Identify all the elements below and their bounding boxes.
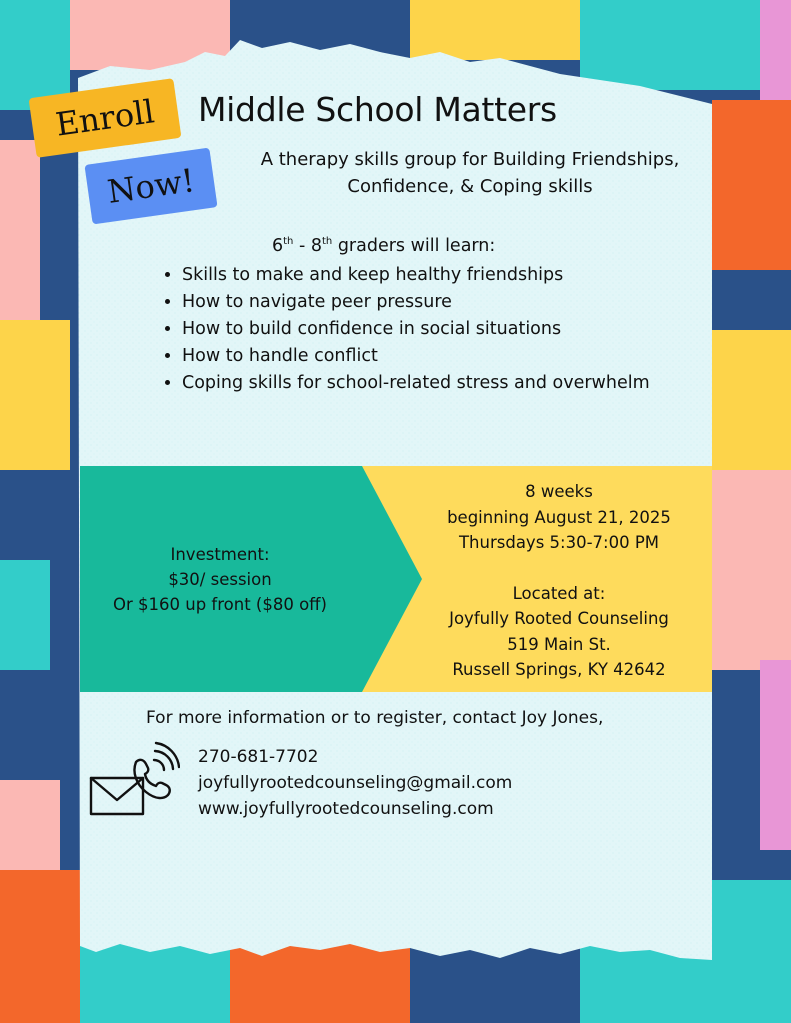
learn-heading <box>272 236 495 256</box>
subtitle: A therapy skills group for Building Friendships, Confidence, & Coping skills <box>260 149 680 197</box>
now-text: Now! <box>105 161 197 211</box>
enroll-text: Enroll <box>53 92 157 144</box>
investment-block <box>100 542 340 617</box>
contact-email[interactable]: joyfullyrootedcounseling@gmail.com <box>198 773 513 793</box>
grade-end-suffix: th <box>322 236 333 248</box>
investment-upfront: Or $160 up front ($80 off) <box>112 595 327 614</box>
grade-end: 8 <box>310 236 322 256</box>
location-label: Located at: <box>512 583 606 603</box>
schedule-time: Thursdays 5:30-7:00 PM <box>458 533 660 552</box>
list-item: • How to handle conflict <box>182 343 652 370</box>
list-item: • How to navigate peer pressure <box>182 289 652 316</box>
learn-heading-tail: graders will learn: <box>332 236 496 256</box>
list-item: • How to build confidence in social situations <box>182 316 652 343</box>
schedule-start: beginning August 21, 2025 <box>447 507 671 527</box>
investment-per-session: $30/ session <box>168 570 272 589</box>
grade-start: 6 <box>272 236 284 256</box>
investment-label: Investment: <box>170 545 270 564</box>
grade-separator: - <box>293 236 311 256</box>
location-venue: Joyfully Rooted Counseling <box>449 609 669 628</box>
schedule-block <box>428 479 690 683</box>
contact-phone[interactable]: 270-681-7702 <box>198 747 319 767</box>
page-title: Middle School Matters <box>198 90 557 129</box>
grade-start-suffix: th <box>283 236 294 248</box>
schedule-duration: 8 weeks <box>525 482 593 501</box>
list-item: • Skills to make and keep healthy friendships <box>182 262 652 289</box>
contact-intro: For more information or to register, contact Joy Jones, <box>146 708 604 728</box>
skills-list <box>160 262 652 397</box>
location-street: 519 Main St. <box>507 634 611 654</box>
list-item: • Coping skills for school-related stress and overwhelm <box>182 370 652 397</box>
phone-and-envelope-icon <box>88 740 180 820</box>
contact-website[interactable]: www.joyfullyrootedcounseling.com <box>198 799 494 819</box>
location-city: Russell Springs, KY 42642 <box>452 660 666 679</box>
contact-details <box>198 744 512 822</box>
